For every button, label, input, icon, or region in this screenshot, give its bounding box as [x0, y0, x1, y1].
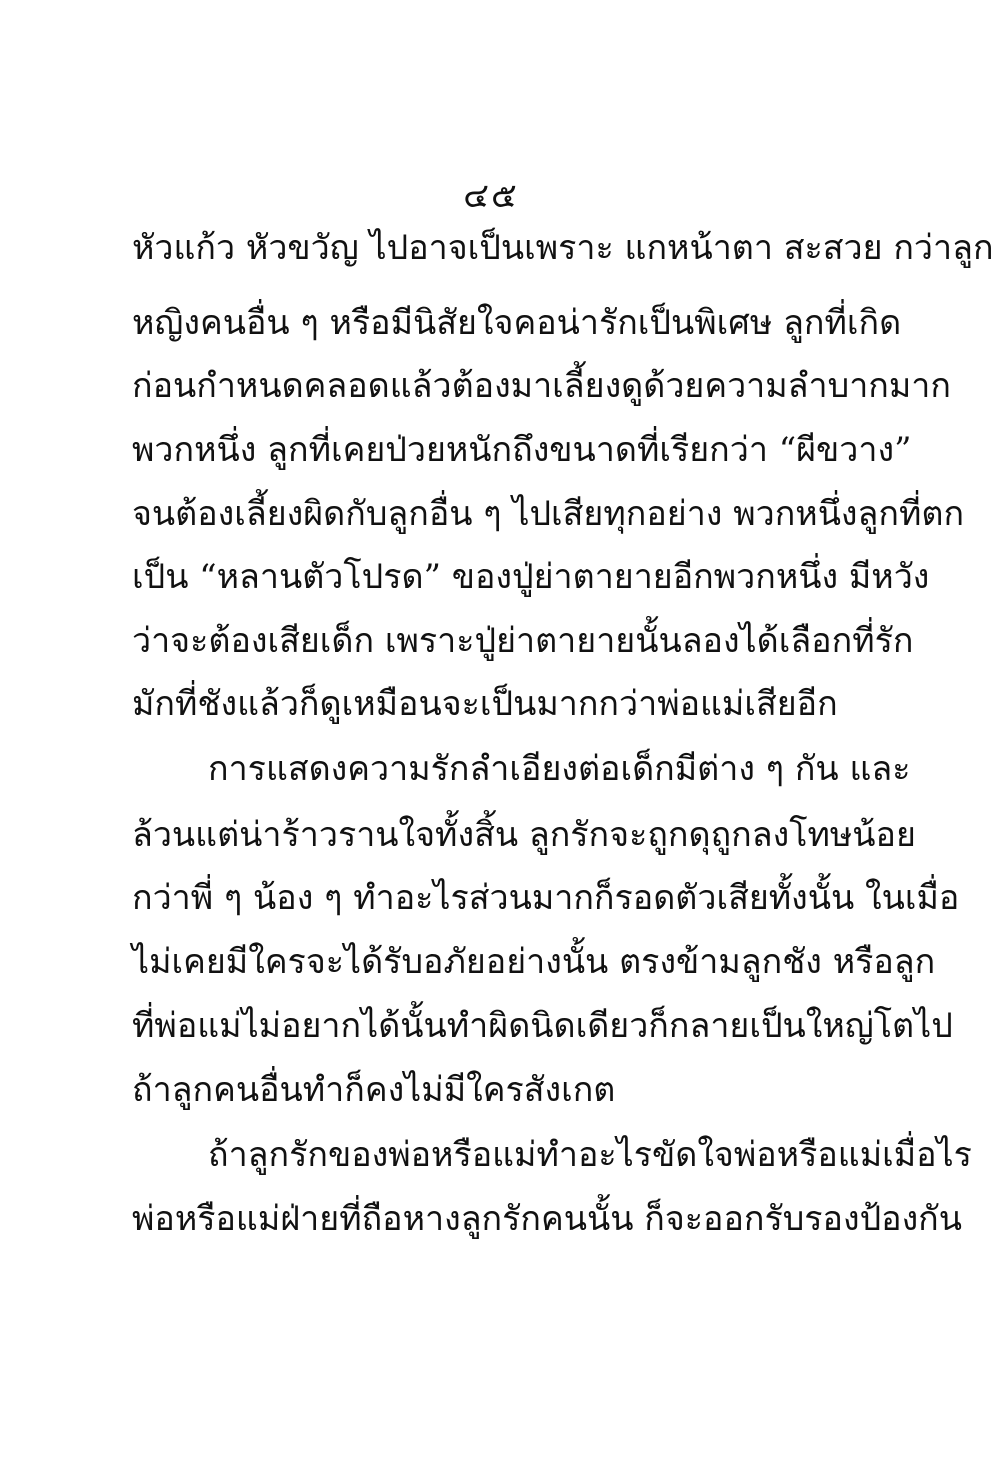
text-line: จนต้องเลี้ยงผิดกับลูกอื่น ๆ ไปเสียทุกอย่าง พวกหนึ่งลูกที่ตก	[132, 494, 965, 534]
paragraph-first-line: การแสดงความรักลำเอียงต่อเด็กมีต่าง ๆ กัน และ	[208, 749, 911, 789]
text-line: เป็น “หลานตัวโปรด” ของปู่ย่าตายายอีกพวกหนึ่ง มีหวัง	[132, 557, 930, 597]
text-line: กว่าพี่ ๆ น้อง ๆ ทำอะไรส่วนมากก็รอดตัวเสียทั้งนั้น ในเมื่อ	[132, 878, 960, 918]
text-line: พวกหนึ่ง ลูกที่เคยป่วยหนักถึงขนาดที่เรียกว่า “ผีขวาง”	[132, 430, 912, 470]
text-line: ก่อนกำหนดคลอดแล้วต้องมาเลี้ยงดูด้วยความลำบากมาก	[132, 366, 951, 406]
text-line: ถ้าลูกคนอื่นทำก็คงไม่มีใครสังเกต	[132, 1070, 616, 1110]
paragraph-first-line: ถ้าลูกรักของพ่อหรือแม่ทำอะไรขัดใจพ่อหรือแม่เมื่อไร	[208, 1135, 972, 1175]
text-line: มักที่ชังแล้วก็ดูเหมือนจะเป็นมากกว่าพ่อแม่เสียอีก	[132, 684, 838, 724]
page-number: ๔๕	[463, 176, 519, 216]
text-line: ไม่เคยมีใครจะได้รับอภัยอย่างนั้น ตรงข้ามลูกชัง หรือลูก	[132, 942, 936, 982]
text-line: หัวแก้ว หัวขวัญ ไปอาจเป็นเพราะ แกหน้าตา สะสวย กว่าลูก	[132, 228, 994, 268]
text-line: ว่าจะต้องเสียเด็ก เพราะปู่ย่าตายายนั้นลองได้เลือกที่รัก	[132, 621, 914, 661]
text-line: ที่พ่อแม่ไม่อยากได้นั้นทำผิดนิดเดียวก็กลายเป็นใหญ่โตไป	[132, 1006, 953, 1046]
text-line: ล้วนแต่น่าร้าวรานใจทั้งสิ้น ลูกรักจะถูกดุถูกลงโทษน้อย	[132, 815, 916, 855]
text-line: พ่อหรือแม่ฝ่ายที่ถือหางลูกรักคนนั้น ก็จะออกรับรองป้องกัน	[132, 1199, 963, 1239]
text-line: หญิงคนอื่น ๆ หรือมีนิสัยใจคอน่ารักเป็นพิเศษ ลูกที่เกิด	[132, 303, 902, 343]
